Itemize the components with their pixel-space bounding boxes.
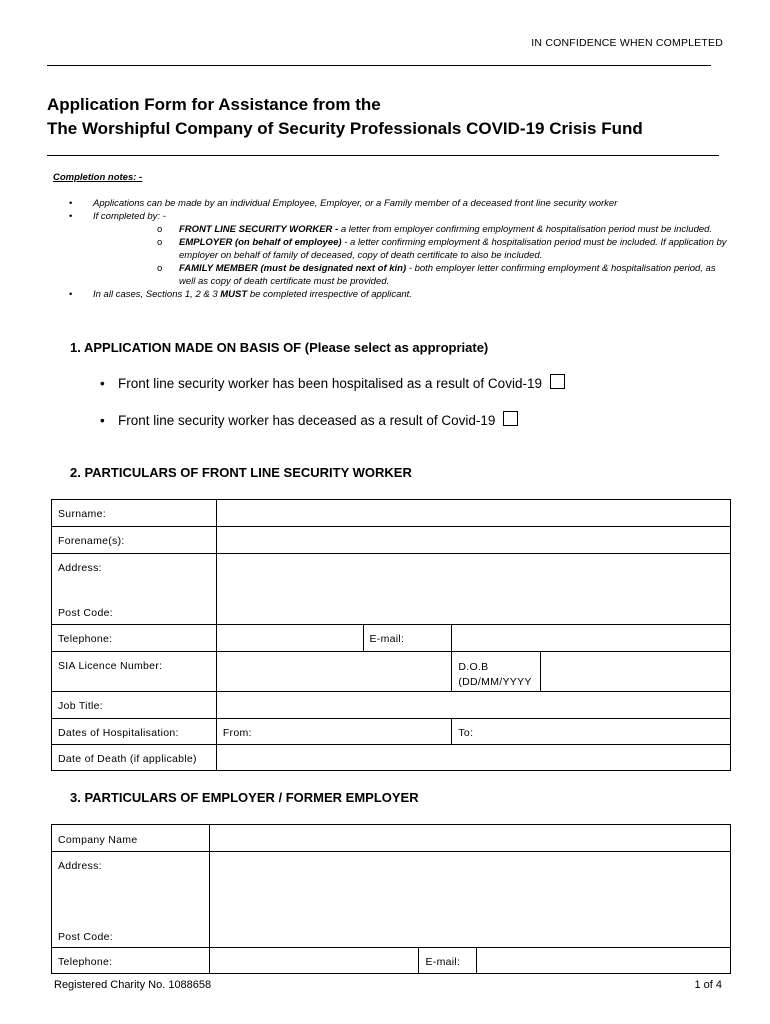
confidentiality-header: IN CONFIDENCE WHEN COMPLETED [531,37,723,49]
section1-heading: 1. APPLICATION MADE ON BASIS OF (Please select as appropriate) [70,340,489,355]
section2-heading: 2. PARTICULARS OF FRONT LINE SECURITY WORKER [70,465,412,480]
email-field[interactable] [452,625,731,652]
forenames-field[interactable] [216,527,730,554]
surname-label: Surname: [52,500,217,527]
table-row [52,719,731,745]
employer-address-field[interactable] [209,852,730,948]
from-label: From: [222,727,252,739]
notes-item [53,288,733,301]
header-rule [47,65,711,66]
surname-field[interactable] [216,500,730,527]
title-rule [47,155,719,156]
notes-item [53,210,733,288]
bullet-icon: • [100,376,105,391]
address-cell [52,554,217,625]
table-row [52,554,731,625]
table-row [52,652,731,692]
bullet-icon: • [69,289,73,300]
dob-label [452,652,541,692]
sia-label: SIA Licence Number: [52,652,217,692]
job-title-field[interactable] [216,692,730,719]
option-hospitalised-label: Front line security worker has been hospitalised as a result of Covid-19 [118,376,542,391]
section3-heading: 3. PARTICULARS OF EMPLOYER / FORMER EMPLOYER [70,790,419,805]
form-title-line1: Application Form for Assistance from the [47,95,381,114]
notes-subitem-bold: EMPLOYER (on behalf of employee) [179,237,342,248]
table-row [52,745,731,771]
dob-label-text: D.O.B [458,661,489,673]
postcode-label: Post Code: [58,607,113,619]
employer-address-label: Address: [58,860,102,872]
employer-email-field[interactable] [477,948,731,974]
employer-address-cell [52,852,210,948]
address-field[interactable] [216,554,730,625]
option-deceased [100,411,518,428]
notes-item-text: Applications can be made by an individual Employee, Employer, or a Family member of a deceased front line security worker [93,198,618,209]
notes-subitem-bold: FRONT LINE SECURITY WORKER - [179,224,339,235]
page-number: 1 of 4 [694,979,722,991]
telephone-field[interactable] [216,625,363,652]
to-field[interactable] [452,719,731,745]
notes-item-bold: MUST [220,289,248,300]
sia-field[interactable] [216,652,452,692]
notes-item-text: In all cases, Sections 1, 2 & 3 [93,289,221,300]
table-row [52,500,731,527]
table-row [52,852,731,948]
deceased-checkbox[interactable] [503,411,518,426]
forenames-label: Forename(s): [52,527,217,554]
table-row [52,825,731,852]
employer-telephone-field[interactable] [209,948,419,974]
notes-item [53,197,733,210]
table-row [52,948,731,974]
employer-particulars-table [51,824,731,974]
notes-subitem-text: - a letter confirming employment & hospitalisation period must be included. If application by employer on behalf of family of deceased, copy of death certificate to also be included. [179,237,727,261]
address-label: Address: [58,562,102,574]
notes-list [53,197,733,301]
bullet-icon: • [69,198,73,209]
option-deceased-label: Front line security worker has deceased as a result of Covid-19 [118,413,496,428]
notes-subitem [93,262,733,288]
table-row [52,527,731,554]
notes-subitem-bold: FAMILY MEMBER (must be designated next of kin) [179,263,407,274]
dates-hospitalisation-label: Dates of Hospitalisation: [52,719,217,745]
dob-format-text: (DD/MM/YYYY [458,676,532,688]
form-title-line2: The Worshipful Company of Security Professionals COVID-19 Crisis Fund [47,119,643,138]
date-of-death-field[interactable] [216,745,730,771]
charity-number: Registered Charity No. 1088658 [54,979,212,991]
notes-subitem-text: - both employer letter confirming employment & hospitalisation period, as well as copy of death certificate must be provided. [179,263,716,287]
worker-particulars-table [51,499,731,771]
notes-subitem [93,236,733,262]
notes-sublist [93,223,733,288]
notes-subitem [93,223,733,236]
sub-bullet-icon: o [157,237,163,248]
job-title-label: Job Title: [52,692,217,719]
company-name-label: Company Name [52,825,210,852]
table-row [52,625,731,652]
date-of-death-label: Date of Death (if applicable) [52,745,217,771]
employer-postcode-label: Post Code: [58,931,113,943]
notes-subitem-text: a letter from employer confirming employment & hospitalisation period must be included. [338,224,713,235]
notes-item-text: If completed by: - [93,211,166,222]
employer-email-label: E-mail: [419,948,477,974]
telephone-label: Telephone: [52,625,217,652]
dob-field[interactable] [541,652,731,692]
bullet-icon: • [100,413,105,428]
notes-item-text: be completed irrespective of applicant. [247,289,412,300]
bullet-icon: • [69,211,73,222]
completion-notes-heading: Completion notes: - [53,172,143,183]
completion-notes [53,172,733,301]
to-label: To: [458,727,474,739]
employer-telephone-label: Telephone: [52,948,210,974]
sub-bullet-icon: o [157,263,163,274]
email-label: E-mail: [363,625,452,652]
sub-bullet-icon: o [157,224,163,235]
hospitalised-checkbox[interactable] [550,374,565,389]
table-row [52,692,731,719]
company-name-field[interactable] [209,825,730,852]
option-hospitalised [100,374,565,391]
from-field[interactable] [216,719,452,745]
